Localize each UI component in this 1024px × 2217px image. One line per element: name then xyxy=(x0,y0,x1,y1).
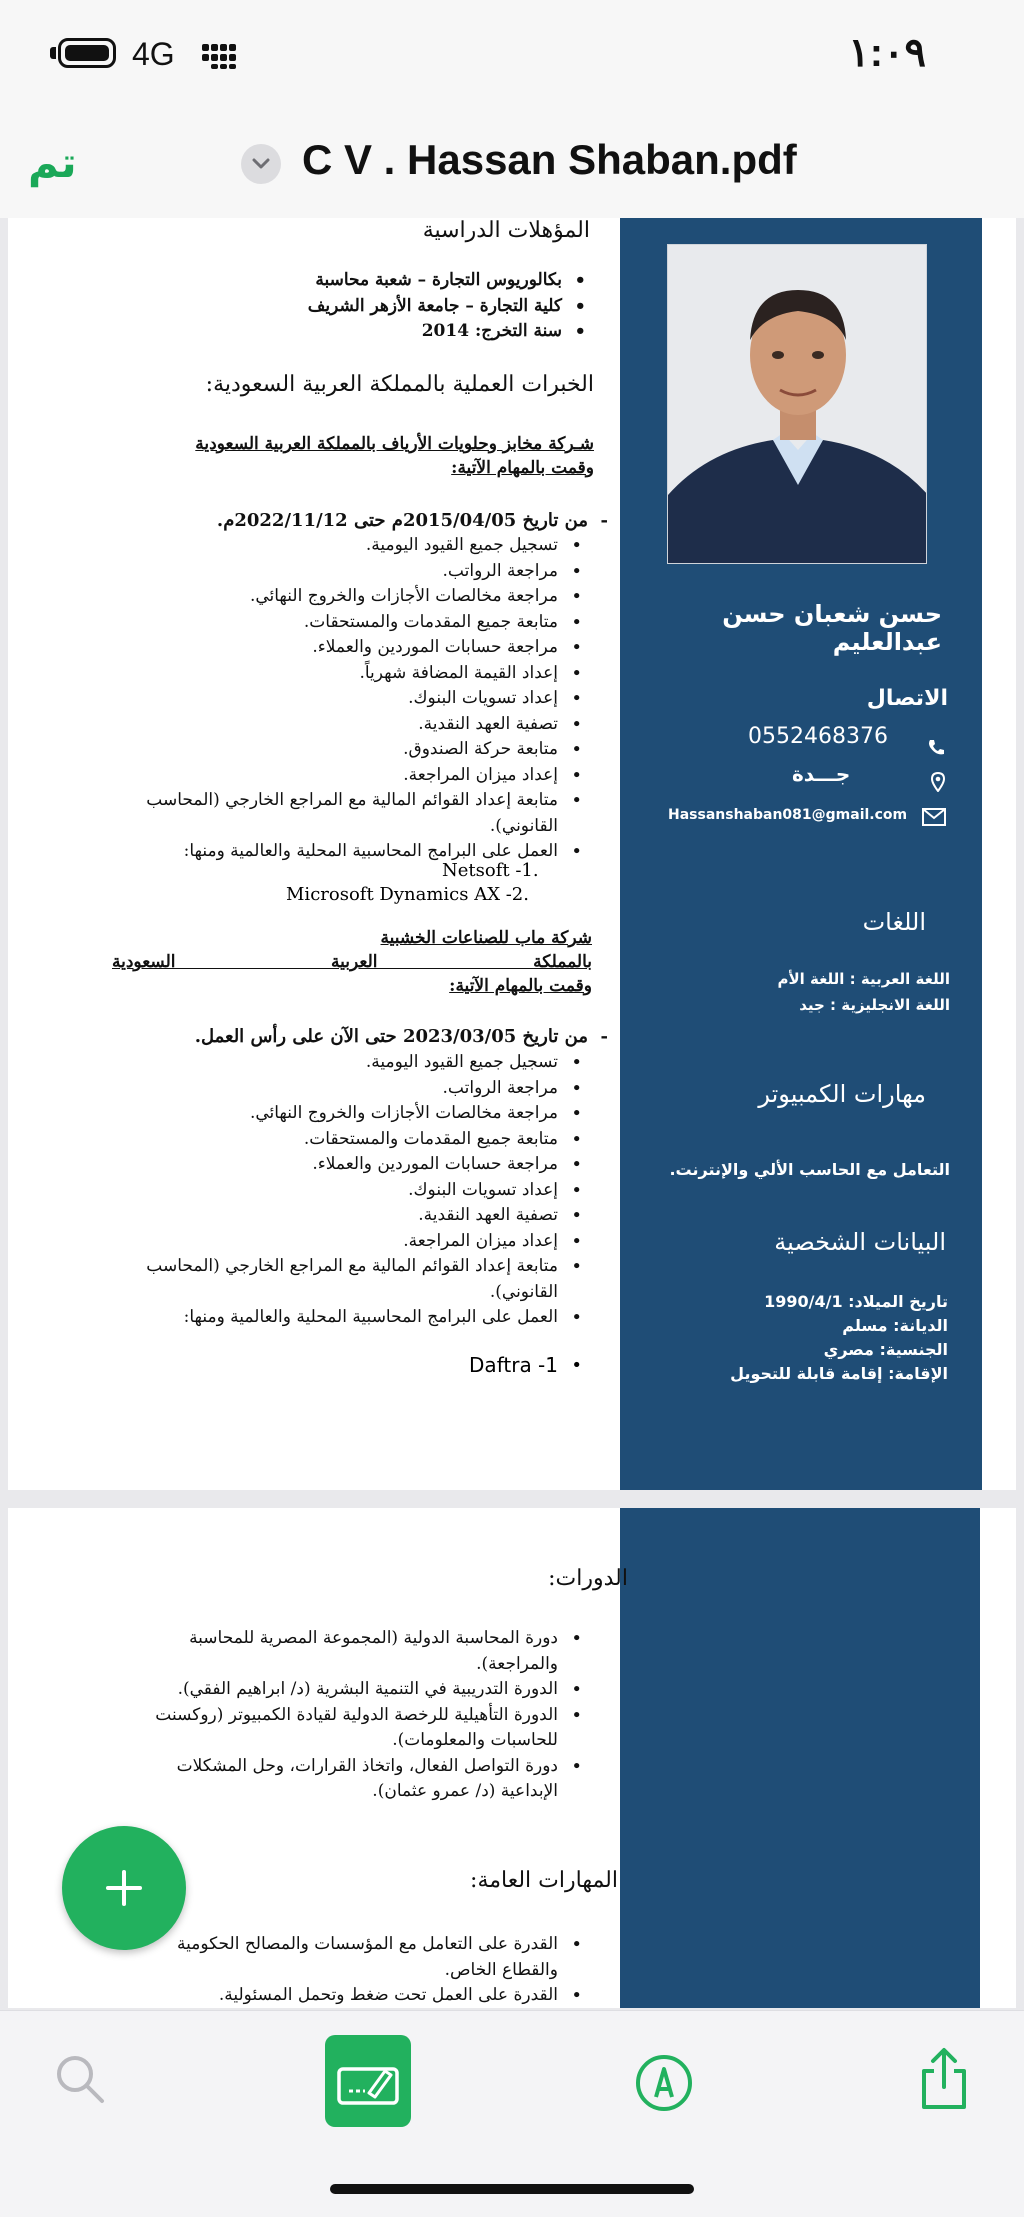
home-indicator xyxy=(330,2184,694,2194)
list-item: • إعداد ميزان المراجعة. xyxy=(116,763,586,789)
company1-period-text: من تاريخ 2015/04/05م حتى 2022/11/12م. xyxy=(216,510,588,531)
general-skills-list xyxy=(116,1932,586,2008)
courses-list xyxy=(116,1626,586,1805)
title-menu-button[interactable] xyxy=(241,144,281,184)
company2-name: شركة ماب للصناعات الخشبية xyxy=(380,928,592,948)
chevron-down-icon xyxy=(251,156,271,172)
profile-photo xyxy=(667,244,927,564)
list-item: • مراجعة مخالصات الأجازات والخروج النهائي. xyxy=(116,584,586,610)
company2-tasks-intro: وقمت بالمهام الآتية: xyxy=(449,976,592,996)
list-item: • إعداد تسويات البنوك. xyxy=(116,686,586,712)
list-item: • تصفية العهد النقدية. xyxy=(116,1203,586,1229)
courses-heading: الدورات: xyxy=(548,1566,628,1591)
list-item: • متابعة إعداد القوائم المالية مع المراجع الخارجي (المحاسب القانوني). xyxy=(116,1254,586,1305)
company2-country: بالمملكة العربية السعودية xyxy=(112,952,592,972)
experience-heading: الخبرات العملية بالمملكة العربية السعودية: xyxy=(205,372,594,397)
email: Hassanshaban081@gmail.com xyxy=(668,807,908,823)
candidate-name: حسن شعبان حسن عبدالعليم xyxy=(722,600,942,656)
scan-document-button[interactable] xyxy=(325,2035,411,2127)
list-item: • إعداد القيمة المضافة شهرياً. xyxy=(116,661,586,687)
cv-sidebar xyxy=(620,1508,980,2008)
languages-heading: اللغات xyxy=(862,908,926,936)
list-item: • مراجعة مخالصات الأجازات والخروج النهائي. xyxy=(116,1101,586,1127)
list-item: • الدورة التأهيلية للرخصة الدولية لقيادة الكمبيوتر (روكسنت للحاسبات والمعلومات). xyxy=(116,1703,586,1754)
clock: ١:٠٩ xyxy=(848,31,926,75)
language-english: اللغة الانجليزية : جيد xyxy=(799,996,950,1014)
list-item: • سنة التخرج: 2014 xyxy=(70,319,590,345)
list-item: • متابعة جميع المقدمات والمستحقات. xyxy=(116,610,586,636)
list-item: • متابعة جميع المقدمات والمستحقات. xyxy=(116,1127,586,1153)
education-heading: المؤهلات الدراسية xyxy=(422,218,590,243)
list-item: • بكالوريوس التجارة – شعبة محاسبة xyxy=(70,268,590,294)
signal-icon xyxy=(202,40,238,70)
education-list xyxy=(70,268,590,345)
list-item: • الدورة التدريبية في التنمية البشرية (د/ ابراهيم الفقي). xyxy=(116,1677,586,1703)
company2-task-list xyxy=(116,1050,586,1331)
battery-tip xyxy=(50,47,56,59)
phone-number: 0552468376 xyxy=(748,724,888,749)
general-skills-heading: المهارات العامة: xyxy=(470,1868,618,1893)
markup-pen-icon[interactable] xyxy=(634,2053,694,2113)
list-item: • العمل على البرامج المحاسبية المحلية والعالمية ومنها: xyxy=(116,839,586,865)
portrait-image xyxy=(668,245,927,564)
list-item: • مراجعة حسابات الموردين والعملاء. xyxy=(116,1152,586,1178)
computer-skills-heading: مهارات الكمبيوتر xyxy=(758,1080,926,1108)
email-icon xyxy=(922,808,946,826)
company1-tasks-intro: وقمت بالمهام الآتية: xyxy=(451,458,594,478)
nationality: الجنسية: مصري xyxy=(823,1340,948,1359)
list-item: • مراجعة حسابات الموردين والعملاء. xyxy=(116,635,586,661)
scan-document-icon xyxy=(325,2035,411,2127)
list-item: • تسجيل جميع القيود اليومية. xyxy=(116,533,586,559)
dash: - xyxy=(587,510,608,531)
list-item: • العمل على البرامج المحاسبية المحلية والعالمية ومنها: xyxy=(116,1305,586,1331)
add-button[interactable] xyxy=(62,1826,186,1950)
list-item: • إعداد ميزان المراجعة. xyxy=(116,1229,586,1255)
language-arabic: اللغة العربية : اللغة الأم xyxy=(777,970,950,988)
computer-skill: التعامل مع الحاسب الألي والإنترنت. xyxy=(669,1160,950,1179)
share-icon[interactable] xyxy=(916,2045,972,2113)
document-title: C V . Hassan Shaban.pdf xyxy=(302,136,797,183)
software-netsoft: Netsoft -1. xyxy=(442,860,539,881)
list-item: • مراجعة الرواتب. xyxy=(116,1076,586,1102)
battery-icon xyxy=(58,38,116,68)
company2-period xyxy=(195,1026,608,1047)
list-item: • تسجيل جميع القيود اليومية. xyxy=(116,1050,586,1076)
software-daftra: Daftra -1 xyxy=(469,1353,558,1377)
list-item: • إعداد تسويات البنوك. xyxy=(116,1178,586,1204)
list-item: • مراجعة الرواتب. xyxy=(116,559,586,585)
search-icon[interactable] xyxy=(52,2051,108,2107)
pdf-page-1 xyxy=(8,218,1016,1490)
list-item: • القدرة على العمل تحت ضغط وتحمل المسئولية. xyxy=(116,1983,586,2008)
cv-sidebar xyxy=(620,218,982,1490)
company1-task-list xyxy=(116,533,586,865)
residency: الإقامة: إقامة قابلة للتحويل xyxy=(730,1364,948,1383)
list-item: • متابعة حركة الصندوق. xyxy=(116,737,586,763)
dash: - xyxy=(587,1026,608,1047)
list-item: • دورة المحاسبة الدولية (المجموعة المصرية للمحاسبة والمراجعة). xyxy=(116,1626,586,1677)
software-dynamics: Microsoft Dynamics AX -2. xyxy=(286,884,529,905)
list-item xyxy=(286,1353,586,1379)
religion: الديانة: مسلم xyxy=(842,1316,948,1335)
list-item: • كلية التجارة – جامعة الأزهر الشريف xyxy=(70,294,590,320)
birth-date: تاريخ الميلاد: 1990/4/1 xyxy=(764,1292,948,1311)
company2-software-list xyxy=(286,1353,586,1379)
status-bar xyxy=(0,0,1024,120)
personal-data-heading: البيانات الشخصية xyxy=(774,1228,946,1256)
contact-heading: الاتصال xyxy=(866,686,948,711)
company2-period-text: من تاريخ 2023/03/05 حتى الآن على رأس العمل. xyxy=(194,1026,588,1047)
list-item: • القدرة على التعامل مع المؤسسات والمصالح الحكومية والقطاع الخاص. xyxy=(116,1932,586,1983)
done-button[interactable]: تم xyxy=(28,138,77,187)
list-item: • دورة التواصل الفعال، واتخاذ القرارات، وحل المشكلات الإبداعية (د/ عمرو عثمان). xyxy=(116,1754,586,1805)
nav-bar xyxy=(0,120,1024,218)
phone-icon xyxy=(926,738,946,758)
network-type: 4G xyxy=(132,36,175,72)
list-item: • تصفية العهد النقدية. xyxy=(116,712,586,738)
city: جـــدة xyxy=(792,762,851,786)
list-item: • متابعة إعداد القوائم المالية مع المراجع الخارجي (المحاسب القانوني). xyxy=(116,788,586,839)
company1-name: شـركة مخابز وحلويات الأرياف بالمملكة العربية السعودية xyxy=(195,434,594,454)
location-pin-icon xyxy=(928,772,948,792)
company1-period xyxy=(217,510,608,531)
